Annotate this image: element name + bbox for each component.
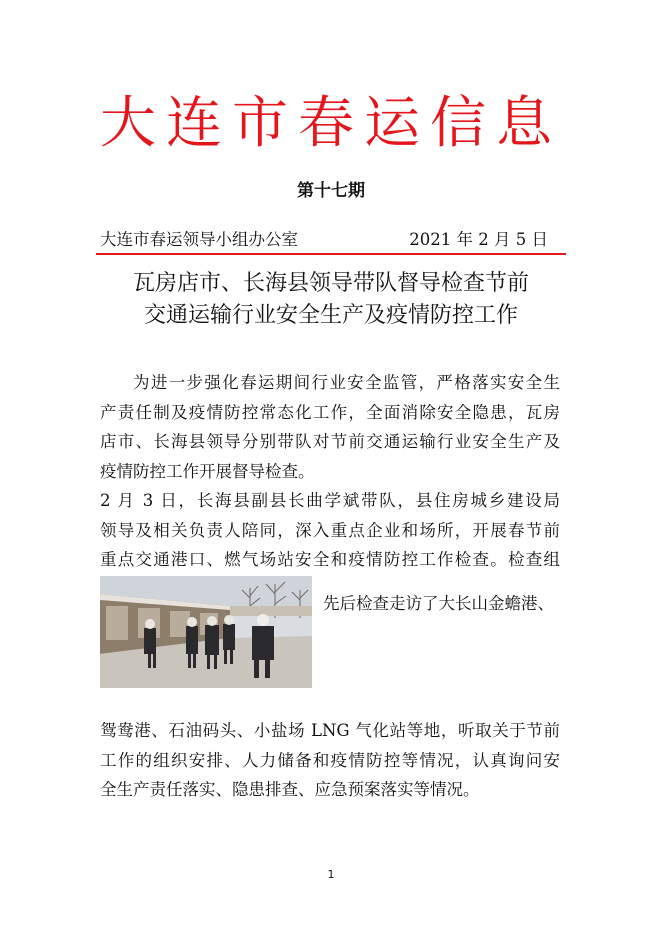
paragraph-2 [100,486,560,575]
paragraph-line: 先后检查走访了大长山金蟾港、 [323,594,554,613]
headline-line-1: 瓦房店市、长海县领导带队督导检查节前 [132,271,529,296]
paragraph-line: 全生产责任落实、隐患排查、应急预案落实等情况。 [100,780,480,799]
paragraph-line: 2 月 3 日，长海县副县长曲学斌带队，县住房城乡建设局 [100,491,560,510]
paragraph-line: 鸳鸯港、石油码头、小盐场 LNG 气化站等地，听取关于节前 [100,721,560,740]
page-number: 1 [327,868,335,881]
paragraph-line: 疫情防控工作开展督导检查。 [100,461,315,481]
publication-date: 2021 年 2 月 5 日 [409,230,548,249]
paragraph-line: 产责任制及疫情防控常态化工作，全面消除安全隐患，瓦房 [100,402,560,422]
paragraph-line: 重点交通港口、燃气场站安全和疫情防控工作检查。检查组 [100,550,560,569]
publication-meta [100,226,560,250]
headline-line-2: 交通运输行业安全生产及疫情防控工作 [143,303,518,328]
inspection-photo [100,576,312,688]
article-headline [80,268,582,332]
issue-number: 第十七期 [297,181,365,201]
red-divider [96,253,566,255]
paragraph-line: 领导及相关负责人陪同，深入重点企业和场所，开展春节前 [100,520,560,540]
paragraph-line: 店市、长海县领导分别带队对节前交通运输行业安全生产及 [100,432,560,451]
masthead-title: 大连市春运信息 [100,91,562,156]
paragraph-2-wrap [323,589,563,619]
paragraph-line: 为进一步强化春运期间行业安全监管，严格落实安全生 [133,373,560,392]
issuing-office: 大连市春运领导小组办公室 [100,230,298,249]
paragraph-line: 工作的组织安排、人力储备和疫情防控等情况，认真询问安 [100,750,560,770]
paragraph-2-continued [100,716,560,805]
paragraph-1 [100,368,560,486]
